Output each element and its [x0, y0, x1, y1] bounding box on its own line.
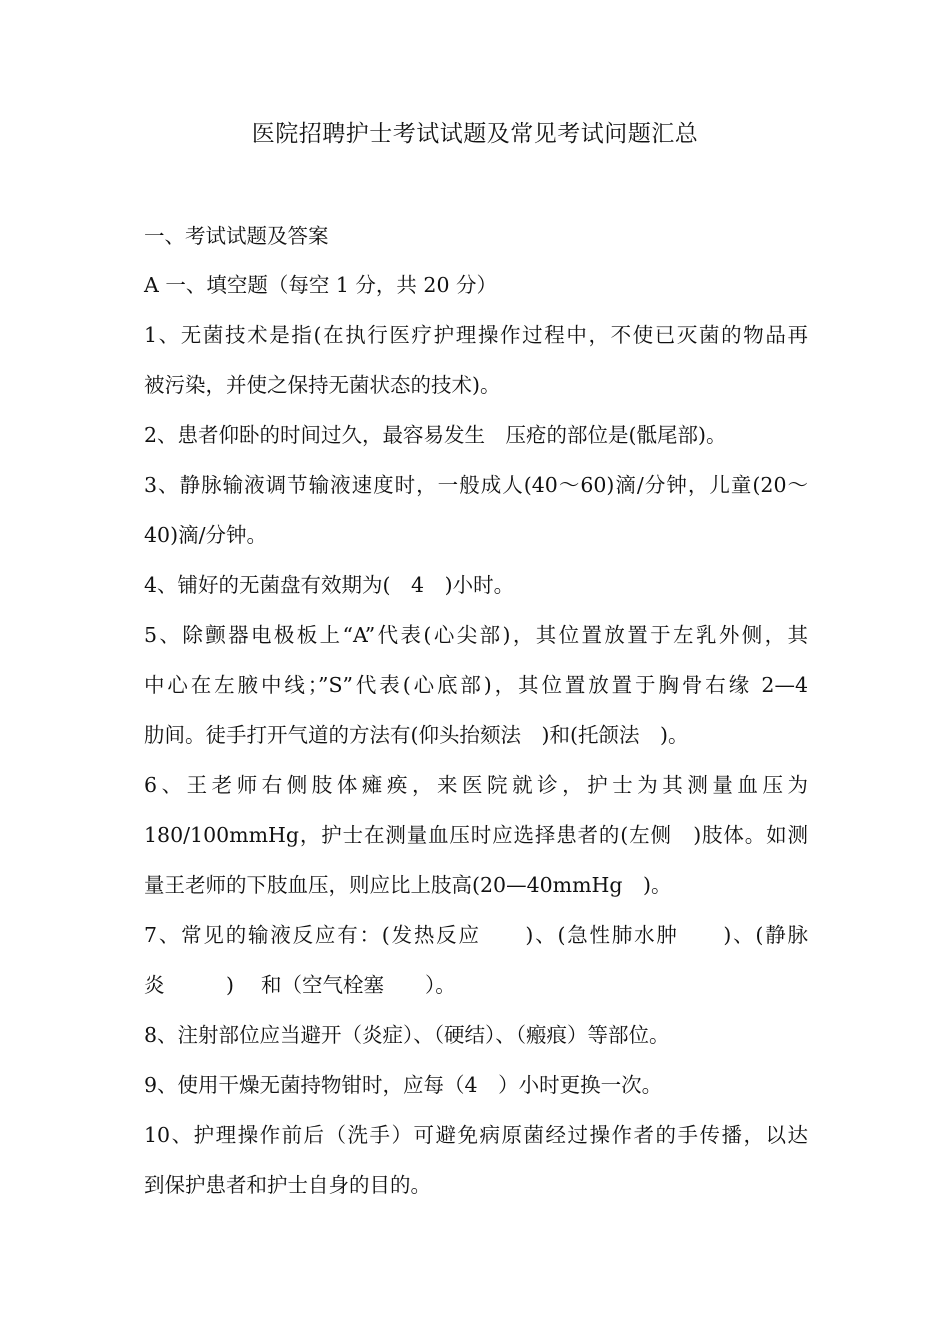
question-6-line-1: 6、王老师右侧肢体瘫痪，来医院就诊，护士为其测量血压为 — [144, 773, 808, 797]
question-10-line-1: 10、护理操作前后（洗手）可避免病原菌经过操作者的手传播，以达 — [144, 1123, 808, 1147]
section-heading: 一、考试试题及答案 — [144, 224, 329, 248]
question-5-line-2: 中心在左腋中线；”S”代表(心底部)，其位置放置于胸骨右缘 2—4 — [144, 673, 808, 697]
question-2: 2、患者仰卧的时间过久，最容易发生 压疮的部位是(骶尾部)。 — [144, 423, 727, 447]
question-6-line-2: 180/100mmHg，护士在测量血压时应选择患者的(左侧 )肢体。如测 — [144, 823, 808, 847]
question-5-line-3: 肋间。徒手打开气道的方法有(仰头抬颏法 )和(托颌法 )。 — [144, 723, 689, 747]
question-10-line-2: 到保护患者和护士自身的目的。 — [144, 1173, 431, 1197]
question-1-line-1: 1、无菌技术是指(在执行医疗护理操作过程中，不使已灭菌的物品再 — [144, 323, 808, 347]
subsection-heading: A 一、填空题（每空 1 分，共 20 分） — [144, 273, 498, 297]
question-1-line-2: 被污染，并使之保持无菌状态的技术)。 — [144, 373, 501, 397]
question-5-line-1: 5、除颤器电极板上“A”代表(心尖部)，其位置放置于左乳外侧，其 — [144, 623, 808, 647]
question-9: 9、使用干燥无菌持物钳时，应每（4 ）小时更换一次。 — [144, 1073, 663, 1097]
question-3-line-1: 3、静脉输液调节输液速度时，一般成人(40～60)滴/分钟，儿童(20～ — [144, 473, 808, 497]
question-4: 4、铺好的无菌盘有效期为( 4 )小时。 — [144, 573, 515, 597]
question-6-line-3: 量王老师的下肢血压，则应比上肢高(20—40mmHg )。 — [144, 873, 672, 897]
question-3-line-2: 40)滴/分钟。 — [144, 523, 267, 547]
document-title: 医院招聘护士考试试题及常见考试问题汇总 — [251, 121, 699, 147]
question-8: 8、注射部位应当避开（炎症）、（硬结）、（瘢痕）等部位。 — [144, 1023, 670, 1047]
question-7-line-2: 炎 ) 和（空气栓塞 ）。 — [144, 973, 456, 997]
question-7-line-1: 7、常见的输液反应有：(发热反应 )、(急性肺水肿 )、(静脉 — [144, 923, 808, 947]
